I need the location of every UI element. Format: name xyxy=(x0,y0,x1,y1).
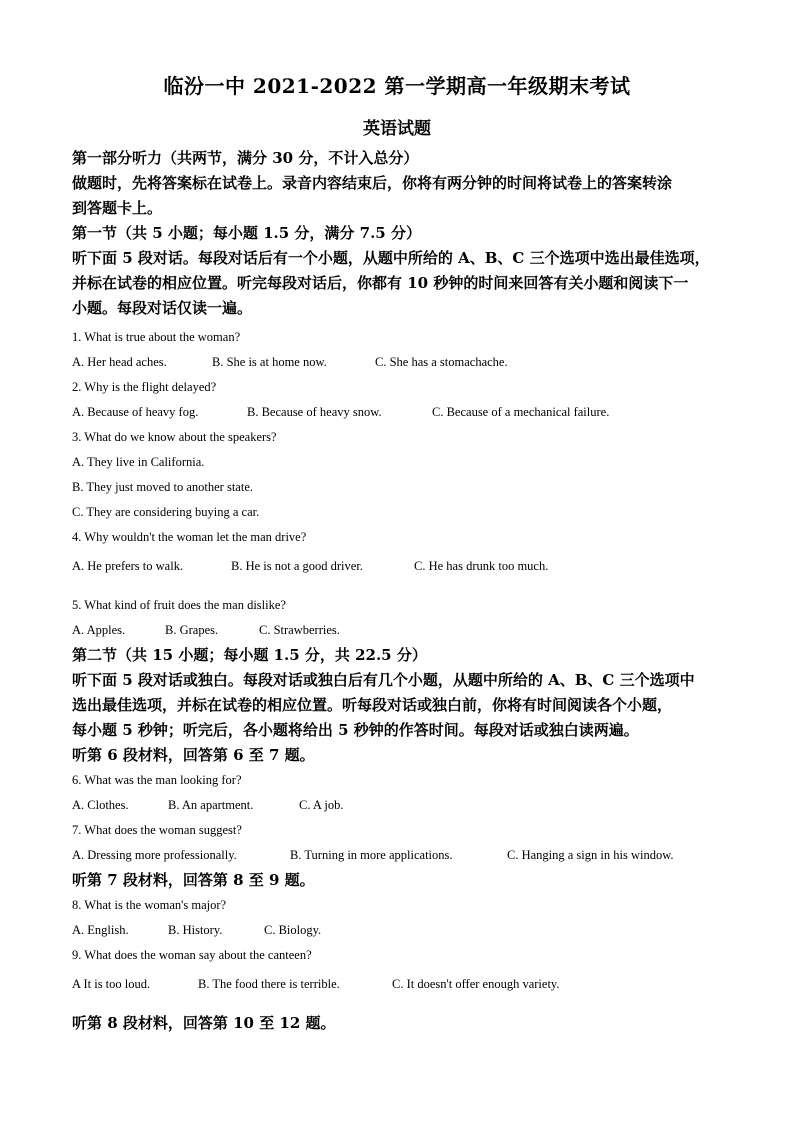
question-4-option-c: C. He has drunk too much. xyxy=(414,559,549,573)
question-2-option-b: B. Because of heavy snow. xyxy=(247,405,382,419)
part1-instructions-line1: 做题时，先将答案标在试卷上。录音内容结束后，你将有两分钟的时间将试卷上的答案转涂 xyxy=(72,174,673,192)
question-4-option-b: B. He is not a good driver. xyxy=(231,559,363,573)
question-8-stem: 8. What is the woman's major? xyxy=(72,898,227,912)
question-6-option-a: A. Clothes. xyxy=(72,798,129,812)
section1-heading: 第一节（共 5 小题；每小题 1.5 分，满分 7.5 分） xyxy=(72,224,421,242)
question-9-option-c: C. It doesn't offer enough variety. xyxy=(392,977,560,991)
question-7-option-c: C. Hanging a sign in his window. xyxy=(507,848,674,862)
section2-instructions-line2: 选出最佳选项，并标在试卷的相应位置。听每段对话或独白前，你将有时间阅读各个小题， xyxy=(72,696,673,714)
question-2-stem: 2. Why is the flight delayed? xyxy=(72,380,217,394)
question-7-options xyxy=(72,843,727,868)
question-3-stem: 3. What do we know about the speakers? xyxy=(72,430,277,444)
material-7-heading: 听第 7 段材料，回答第 8 至 9 题。 xyxy=(72,871,315,889)
question-9-stem: 9. What does the woman say about the canteen? xyxy=(72,948,312,962)
question-8-option-b: B. History. xyxy=(168,923,223,937)
exam-title: 临汾一中 2021-2022 第一学期高一年级期末考试 xyxy=(163,74,631,98)
part1-heading: 第一部分听力（共两节，满分 30 分，不计入总分） xyxy=(72,149,419,167)
material-8-heading: 听第 8 段材料，回答第 10 至 12 题。 xyxy=(72,1014,336,1032)
question-9-option-a: A It is too loud. xyxy=(72,977,151,991)
question-8-option-c: C. Biology. xyxy=(264,923,322,937)
question-4-option-a: A. He prefers to walk. xyxy=(72,559,184,573)
question-2-option-a: A. Because of heavy fog. xyxy=(72,405,199,419)
question-6-stem: 6. What was the man looking for? xyxy=(72,773,242,787)
question-5-option-c: C. Strawberries. xyxy=(259,623,340,637)
question-2-option-c: C. Because of a mechanical failure. xyxy=(432,405,610,419)
question-9-options xyxy=(72,968,727,997)
question-1-stem: 1. What is true about the woman? xyxy=(72,330,241,344)
question-6-options xyxy=(72,793,727,818)
exam-subtitle: 英语试题 xyxy=(363,119,431,139)
question-3-option-c: C. They are considering buying a car. xyxy=(72,505,260,519)
question-1-options xyxy=(72,350,727,375)
question-3-option-b: B. They just moved to another state. xyxy=(72,480,253,494)
question-5-option-a: A. Apples. xyxy=(72,623,126,637)
question-2-options xyxy=(72,400,727,425)
question-1-option-a: A. Her head aches. xyxy=(72,355,167,369)
section1-instructions-line2: 并标在试卷的相应位置。听完每段对话后，你都有 10 秒钟的时间来回答有关小题和阅读下一 xyxy=(72,274,689,292)
part1-instructions-line2: 到答题卡上。 xyxy=(72,199,163,217)
question-7-option-b: B. Turning in more applications. xyxy=(290,848,453,862)
section2-instructions-line1: 听下面 5 段对话或独白。每段对话或独白后有几个小题，从题中所给的 A、B、C 三个选项中 xyxy=(72,671,695,689)
exam-content xyxy=(72,146,727,1036)
section2-instructions-line3: 每小题 5 秒钟；听完后，各小题将给出 5 秒钟的作答时间。每段对话或独白读两遍。 xyxy=(72,721,639,739)
question-5-option-b: B. Grapes. xyxy=(165,623,219,637)
question-6-option-c: C. A job. xyxy=(299,798,344,812)
question-8-options xyxy=(72,918,727,943)
question-4-options xyxy=(72,550,727,579)
section1-instructions-line3: 小题。每段对话仅读一遍。 xyxy=(72,299,253,317)
question-5-options xyxy=(72,618,727,643)
question-1-option-b: B. She is at home now. xyxy=(212,355,327,369)
question-3-option-a: A. They live in California. xyxy=(72,455,205,469)
question-4-stem: 4. Why wouldn't the woman let the man drive? xyxy=(72,530,307,544)
section2-heading: 第二节（共 15 小题；每小题 1.5 分，共 22.5 分） xyxy=(72,646,427,664)
question-8-option-a: A. English. xyxy=(72,923,129,937)
question-5-stem: 5. What kind of fruit does the man dislike? xyxy=(72,598,286,612)
material-6-heading: 听第 6 段材料，回答第 6 至 7 题。 xyxy=(72,746,315,764)
section1-instructions-line1: 听下面 5 段对话。每段对话后有一个小题，从题中所给的 A、B、C 三个选项中选出最佳选项， xyxy=(72,249,710,267)
question-7-option-a: A. Dressing more professionally. xyxy=(72,848,237,862)
question-7-stem: 7. What does the woman suggest? xyxy=(72,823,242,837)
question-6-option-b: B. An apartment. xyxy=(168,798,254,812)
question-1-option-c: C. She has a stomachache. xyxy=(375,355,508,369)
question-9-option-b: B. The food there is terrible. xyxy=(198,977,340,991)
